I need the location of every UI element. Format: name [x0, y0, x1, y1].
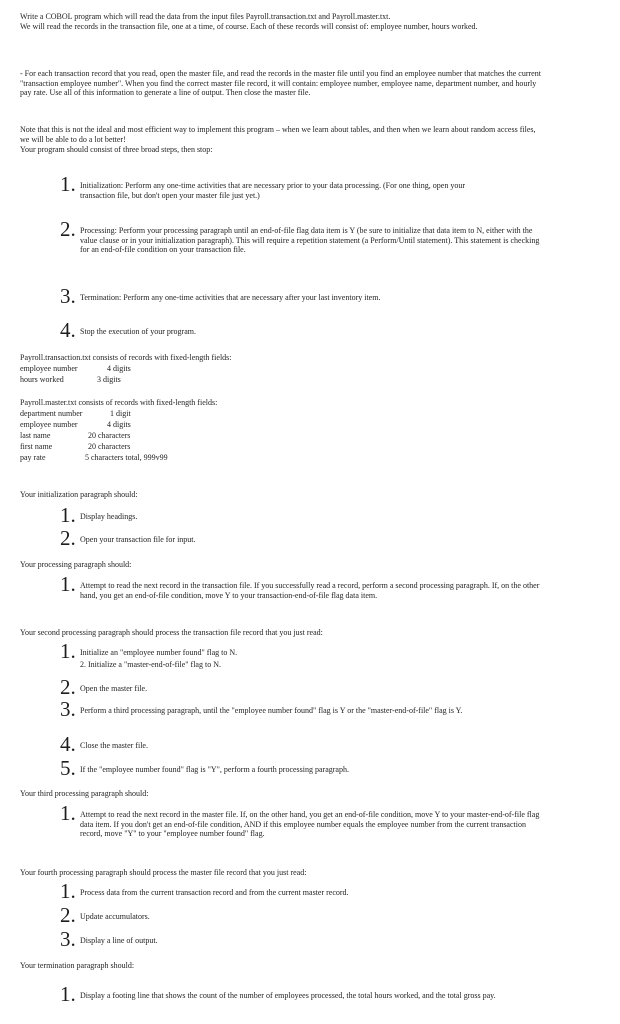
steps-intro: Your program should consist of three broad steps, then stop: [20, 145, 213, 154]
list-number: 4. [60, 732, 76, 756]
third-processing-heading: Your third processing paragraph should: [20, 789, 149, 798]
intro-line-2: We will read the records in the transaction file, one at a time, of course. Each of these records will consist of: employee number, hours worked. [20, 22, 478, 31]
list-text: Perform a third processing paragraph, until the "employee number found" flag is Y or the "master-end-of-file" flag is Y. [80, 706, 463, 715]
list-text: Open the master file. [80, 684, 148, 693]
list-number: 1. [60, 572, 76, 596]
list-number: 5. [60, 756, 76, 780]
field-name: first name [20, 442, 53, 451]
list-number: 2. [60, 675, 76, 699]
field-name: employee number [20, 420, 78, 429]
list-text: Processing: Perform your processing paragraph until an end-of-file flag data item is Y (be sure to initialize that data item to N, either with the value clause or in your initialization paragraph). This will require a repetition statement (a Perform/Until statement). This statement is checking for an end-of-file condition on your transaction file. [80, 226, 540, 255]
intro-line-1: Write a COBOL program which will read the data from the input files Payroll.transaction.txt and Payroll.master.txt. [20, 12, 391, 21]
field-size: 20 characters [88, 442, 131, 451]
list-number: 1. [60, 503, 76, 527]
field-name: last name [20, 431, 51, 440]
list-text: Stop the execution of your program. [80, 327, 196, 336]
field-name: pay rate [20, 453, 46, 462]
termination-heading: Your termination paragraph should: [20, 961, 135, 970]
field-size: 3 digits [97, 375, 121, 384]
second-processing-heading: Your second processing paragraph should process the transaction file record that you just read: [20, 628, 323, 637]
list-text: Attempt to read the next record in the master file. If, on the other hand, you get an end-of-file condition, move Y to your master-end-of-file flag data item. If you don't get an end-of-file condition, AND if this employee number equals the employee number from the current transaction record, move "Y" to your "employee number found" flag. [80, 810, 540, 839]
transaction-paragraph: - For each transaction record that you read, open the master file, and read the records in the master file until you find an employee number that matches the current "transaction employee number". When you find the correct master file record, it will contain: employee number, employee name, department number, and hourly pay rate. Use all of this information to generate a line of output. Then close the master file. [20, 69, 541, 98]
list-number: 1. [60, 172, 76, 196]
field-name: hours worked [20, 375, 64, 384]
field-size: 4 digits [107, 364, 131, 373]
field-name: employee number [20, 364, 78, 373]
note-paragraph: Note that this is not the ideal and most efficient way to implement this program – when we learn about tables, and then when we learn about random access files, we will be able to do a lot better! [20, 125, 536, 144]
list-text: Display a footing line that shows the count of the number of employees processed, the total hours worked, and the total gross pay. [80, 991, 496, 1000]
list-text: Initialization: Perform any one-time activities that are necessary prior to your data processing. (For one thing, open your transaction file, but don't open your master file just yet.) [80, 181, 465, 200]
field-name: department number [20, 409, 83, 418]
list-number: 3. [60, 284, 76, 308]
list-number: 4. [60, 318, 76, 342]
list-text: If the "employee number found" flag is "Y", perform a fourth processing paragraph. [80, 765, 349, 774]
field-size: 5 characters total, 999v99 [85, 453, 168, 462]
list-subitem: 2. Initialize a "master-end-of-file" flag to N. [80, 660, 221, 669]
list-text: Initialize an "employee number found" flag to N. [80, 648, 238, 657]
init-heading: Your initialization paragraph should: [20, 490, 138, 499]
list-number: 1. [60, 801, 76, 825]
list-text: Termination: Perform any one-time activities that are necessary after your last inventory item. [80, 293, 381, 302]
list-number: 3. [60, 927, 76, 951]
list-text: Open your transaction file for input. [80, 535, 196, 544]
list-text: Update accumulators. [80, 912, 150, 921]
list-text: Display a line of output. [80, 936, 158, 945]
list-number: 2. [60, 217, 76, 241]
list-number: 3. [60, 697, 76, 721]
list-number: 1. [60, 639, 76, 663]
list-text: Attempt to read the next record in the transaction file. If you successfully read a record, perform a second processing paragraph. If, on the other hand, you get an end-of-file condition, move Y to your transaction-end-of-file flag data item. [80, 581, 540, 600]
field-size: 4 digits [107, 420, 131, 429]
master-file-heading: Payroll.master.txt consists of records with fixed-length fields: [20, 398, 218, 407]
field-size: 20 characters [88, 431, 131, 440]
transaction-file-heading: Payroll.transaction.txt consists of records with fixed-length fields: [20, 353, 232, 362]
field-size: 1 digit [110, 409, 131, 418]
fourth-processing-heading: Your fourth processing paragraph should process the master file record that you just read: [20, 868, 307, 877]
list-number: 1. [60, 982, 76, 1006]
list-number: 1. [60, 879, 76, 903]
list-text: Display headings. [80, 512, 138, 521]
processing-heading: Your processing paragraph should: [20, 560, 132, 569]
list-text: Process data from the current transaction record and from the current master record. [80, 888, 349, 897]
list-text: Close the master file. [80, 741, 148, 750]
list-number: 2. [60, 903, 76, 927]
list-number: 2. [60, 526, 76, 550]
